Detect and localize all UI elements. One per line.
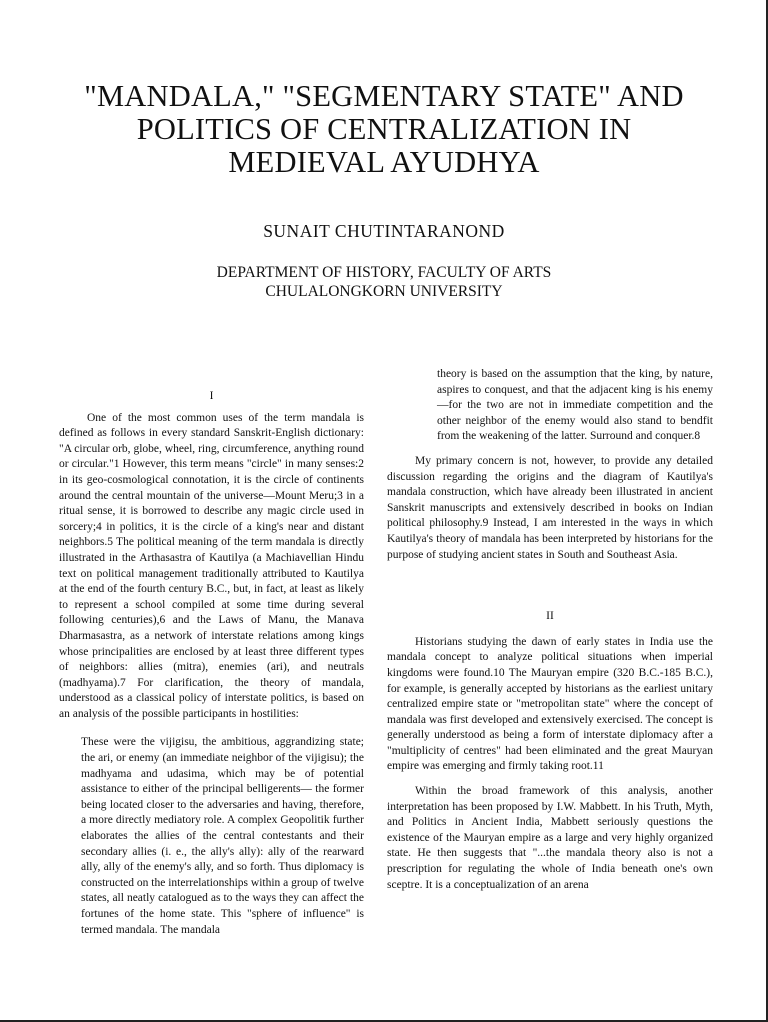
paragraph-section1-2: My primary concern is not, however, to provide any detailed discussion regarding the origins and the diagram of Kautilya's mandala construction, which have already been illustrated in ancient Sanskrit manuscripts and extensively described in books on Indian political philosophy.9 Instead, I am interested in the ways in which Kautilya's theory of mandala has been interpreted by historians for the purpose of studying ancient states in South and Southeast Asia. [387, 454, 713, 561]
affiliation-line-2: CHULALONGKORN UNIVERSITY [265, 283, 503, 300]
affiliation-line-1: DEPARTMENT OF HISTORY, FACULTY OF ARTS [216, 264, 552, 281]
paper-title [20, 80, 748, 179]
author-name: SUNAIT CHUTINTARANOND [263, 221, 505, 241]
block-quote-continued: theory is based on the assumption that the king, by nature, aspires to conquest, and that the adjacent king is his enemy—for the two are not in immediate competition and the other neighbor of the enemy would also stand to bendfit from the weakening of the latter. Surround and conquer.8 [437, 368, 713, 443]
section-heading-1: I [209, 390, 214, 402]
title-line-2: POLITICS OF CENTRALIZATION IN [136, 112, 632, 146]
paragraph-section2-2: Within the broad framework of this analysis, another interpretation has been proposed by I.W. Mabbett. In his Truth, Myth, and Politics in Ancient India, Mabbett seriously questions the existence of the Mauryan empire as a large and very highly organized state. He then suggests that "...the mandala theory also is not a prescription for regulating the whole of India beneath one's own sceptre. It is a conceptualization of an arena [387, 785, 713, 891]
affiliation [20, 263, 748, 301]
paragraph-section2-1: Historians studying the dawn of early states in India use the mandala concept to analyze political situations when imperial kingdoms were found.10 The Mauryan empire (320 B.C.-185 B.C.), for example, is generally accepted by historians as the earliest unitary centralized empire state or "metropolitan state" where the concept of mandala was first developed and extensively exercised. The concept is generally understood as being a form of interstate diplomacy after a "multiplicity of centres" had been eliminated and the great Mauryan empire was emerging and firmly taking root.11 [387, 635, 713, 773]
right-column [387, 367, 713, 893]
left-column [59, 389, 364, 938]
block-quote: These were the vijigisu, the ambitious, aggrandizing state; the ari, or enemy (an immediate neighbor of the vijigisu); the madhyama and udasima, which may be of potential assistance to either of the principal belligerents— the former being located closer to the adversaries and having, therefore, a more directly mediatory role. A complex Geopolitik further elaborates the allies of the central contestants and their secondary allies (i. e., the ally's ally): ally of the rearward ally, ally of the enemy's ally, and so forth. Thus diplomacy is constructed on the interrelationships within a group of twelve states, all neatly catalogued as to the ways they can affect the fortunes of the home state. This "sphere of influence" is termed mandala. The mandala [81, 736, 364, 936]
title-line-1: "MANDALA," "SEGMENTARY STATE" AND [84, 79, 684, 113]
paragraph-section1-1: One of the most common uses of the term mandala is defined as follows in every standard Sanskrit-English dictionary: "A circular orb, globe, wheel, ring, circumference, anything round or circular."1 However, this term means "circle" in many senses:2 in its geo-cosmological connotation, it is the circle of continents around the central mountain of the universe—Mount Meru;3 in a ritual sense, it is borrowed to describe any magic circle used in sorcery;4 in politics, it is the circle of a king's near and distant neighbors.5 The political meaning of the term mandala is directly illustrated in the Arthasastra of Kautilya (a Machiavellian Hindu text on political management traditionally attributed to Kautilya at the end of the fourth century B.C., but, in fact, at least as likely to represent a school compiled at some time during several following centuries),6 and the Laws of Manu, the Manava Dharmasastra, as a network of interstate relations among kings whose principalities are enclosed by at least three different types of neighbors: allies (mitra), enemies (ari), and neutrals (madhyama).7 For clarification, the theory of mandala, understood as a classical policy of interstate politics, is based on an analysis of the possible participants in hostilities: [59, 411, 364, 720]
title-line-3: MEDIEVAL AYUDHYA [228, 145, 540, 179]
section-heading-2: II [546, 610, 554, 623]
